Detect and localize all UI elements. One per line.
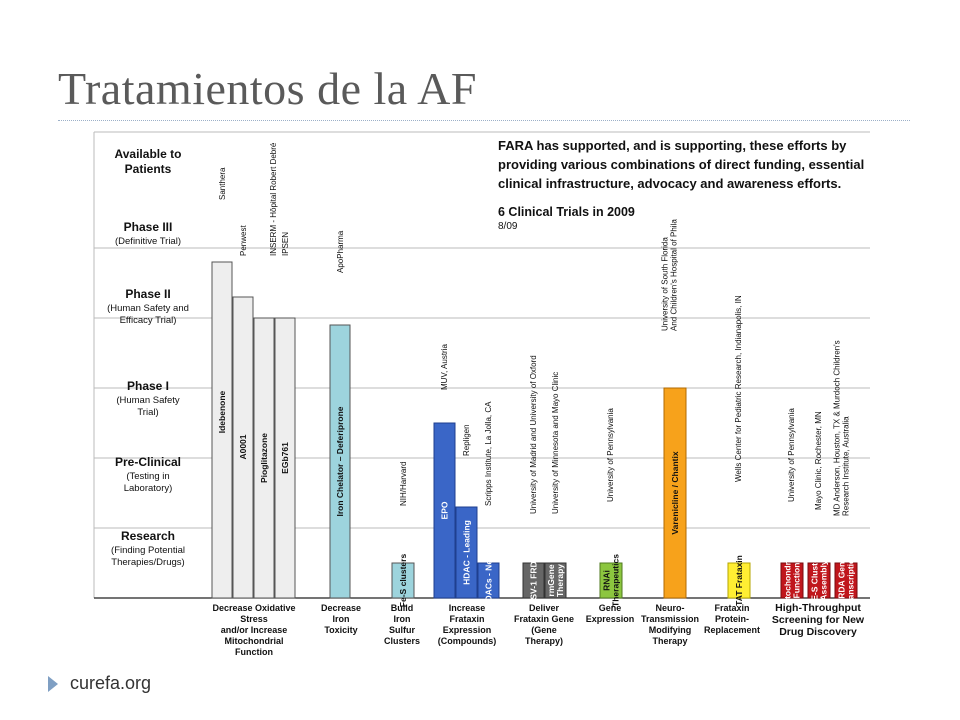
bar-label-8: HDACs - New [483,553,494,608]
bar-institution-14: University of Pennsylvania [787,408,796,502]
category-label-7: Frataxin Protein-Replacement [703,603,761,635]
stage-sublabel-1: (Testing in Laboratory) [123,471,173,494]
stage-label-1: Pre-Clinical [114,455,182,469]
bar-label-16: FRDA GeneTranscription [836,553,856,608]
bar-institution-8: Scripps Institute, La Jolla, CA [484,401,493,506]
stage-label-2: Phase I [126,379,170,393]
title-divider [58,120,910,121]
trials-date: 8/09 [498,221,518,232]
bar-institution-0: Santhera [218,167,227,200]
bar-institution-13: Wells Center for Pediatric Research, Indianapolis, IN [734,295,743,482]
source-caption: curefa.org [70,673,152,693]
bar-institution-6: MUV, Austria [440,344,449,390]
category-label-3: Increase Frataxin Expression (Compounds) [437,603,497,646]
category-label-2: Build Iron Sulfur Clusters [383,603,421,646]
bar-institution-1: Penwest [239,225,248,256]
stage-sublabel-5: Patients [124,162,172,176]
category-label-6: Neuro-Transmission Modifying Therapy [640,603,700,646]
bar-label-5: Fe-S clusters [398,553,408,608]
bar-label-11: RNAiTherapeutics [601,554,621,607]
stage-label-3: Phase II [125,287,171,301]
bar-label-3: EGb761 [280,442,290,474]
stage-label-5: Available to [114,147,182,161]
stage-sublabel-4: (Definitive Trial) [115,236,181,247]
bar-institution-4: ApoPharma [336,230,345,273]
bar-institution-12: University of South FloridaAnd Children's Hospital of Phila [660,219,679,331]
bar-label-13: TAT Frataxin [734,555,744,606]
bar-label-12: Varenicline / Chantix [670,451,680,535]
bar-institution-15: Mayo Clinic, Rochester, MN [814,411,823,510]
bar-label-1: A0001 [238,434,248,460]
bar-institution-5: NIH/Harvard [399,461,408,506]
bar-institution-3: IPSEN [281,231,290,256]
stage-sublabel-0: (Finding Potential Therapies/Drugs) [111,545,185,568]
trials-title: 6 Clinical Trials in 2009 [498,205,635,219]
bar-label-0: Idebenone [217,390,227,434]
bar-institution-16: MD Anderson, Houston, TX & Murdoch Children'sResearch Institute, Australia [832,340,851,516]
category-label-5: Gene Expression [585,603,635,624]
bar-institution-11: University of Pennsylvania [606,408,615,502]
bar-label-2: Pioglitazone [259,432,269,484]
bar-institution-2: INSERM - Hôpital Robert Debré [269,142,278,256]
fara-note: FARA has supported, and is supporting, these efforts by providing various combinations of direct funding, essential clinical infrastructure, advocacy and awareness efforts. [498,138,865,191]
category-label-1: Decrease Iron Toxicity [320,603,362,635]
bar-institution-10: University of Minnesota and Mayo Clinic [551,371,560,514]
category-label-0: Decrease Oxidative Stress and/or Increase Mitochondrial Function [212,603,296,657]
bar-label-15: FE-S ClusterAssembly [809,554,829,607]
bar-label-6: EPO [439,501,450,520]
pipeline-chart [92,128,870,660]
stage-sublabel-2: (Human Safety Trial) [116,395,180,418]
bar-label-4: Iron Chelator – Deferiprone [335,406,345,517]
stage-label-4: Phase III [123,220,173,234]
bar-label-7: HDAC - Leading [461,520,472,585]
bullet-marker-icon [48,676,58,692]
slide-title: Tratamientos de la AF [58,63,477,114]
bar-label-10: rmGeneTherapy [546,563,565,598]
bar-label-9: HSV-1 FRDA [528,555,539,606]
bar-institution-7: Repligen [462,424,471,456]
bar-label-14: MitochondrialFunction [782,552,802,609]
category-label-8: High-Throughput Screening for New Drug Discovery [771,602,865,638]
category-label-4: Deliver Frataxin Gene (Gene Therapy) [513,603,575,646]
stage-sublabel-3: (Human Safety and Efficacy Trial) [107,303,189,326]
stage-label-0: Research [120,529,176,543]
bar-institution-9: University of Madrid and University of Oxford [529,355,538,514]
